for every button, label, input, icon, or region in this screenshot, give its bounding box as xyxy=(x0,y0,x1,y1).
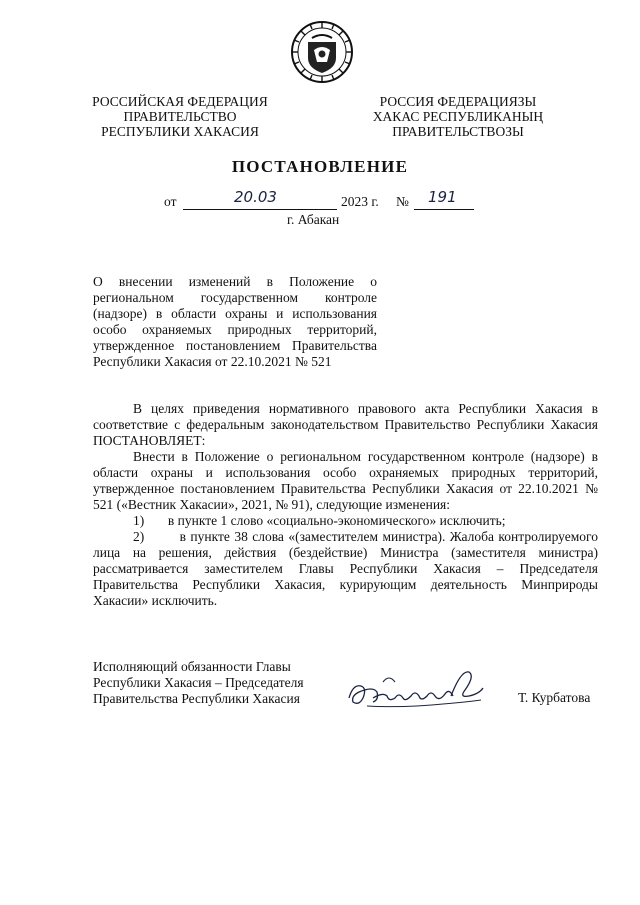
list-item-text: в пункте 1 слово «социально-экономического» исключить; xyxy=(167,513,506,528)
list-item xyxy=(93,529,598,609)
handwritten-number: 191 xyxy=(428,188,457,206)
header-left-line: РОССИЙСКАЯ ФЕДЕРАЦИЯ xyxy=(92,94,268,109)
list-item-number: 2) xyxy=(133,529,145,544)
date-underline xyxy=(183,209,337,210)
body-paragraph: Внести в Положение о региональном государственном контроле (надзоре) в области охраны и использования особо охраняемых природных территорий, утвержденное постановлением Правительства Республики Хакасия от 22.10.2021 № 521 («Вестник Хакасии», 2021, № 91), следующие изменения: xyxy=(93,449,598,512)
header-right-line: ХАКАС РЕСПУБЛИКАНЫҢ xyxy=(372,109,544,124)
date-from-label: от xyxy=(164,194,177,209)
place-label: г. Абакан xyxy=(287,212,340,227)
header-left-line: ПРАВИТЕЛЬСТВО xyxy=(123,109,237,124)
document-subject: О внесении изменений в Положение о региональном государственном контроле (надзоре) в области охраны и использования особо охраняемых природных территорий, утвержденное постановлением Правительства Республики Хакасия от 22.10.2021 № 521 xyxy=(93,274,377,369)
header-left xyxy=(86,94,274,139)
number-label: № xyxy=(396,194,409,209)
number-underline xyxy=(414,209,474,210)
list-item-number: 1) xyxy=(133,513,145,528)
header-left-line: РЕСПУБЛИКИ ХАКАСИЯ xyxy=(101,124,259,139)
signatory-position-line: Республики Хакасия – Председателя xyxy=(93,675,304,690)
header-right-line: ПРАВИТЕЛЬСТВОЗЫ xyxy=(392,124,524,139)
header-right xyxy=(360,94,556,139)
document-title: ПОСТАНОВЛЕНИЕ xyxy=(231,157,409,176)
handwritten-date: 20.03 xyxy=(234,188,277,206)
signatory-position xyxy=(93,659,304,707)
header-right-line: РОССИЯ ФЕДЕРАЦИЯЗЫ xyxy=(379,94,537,109)
emblem-seal xyxy=(290,20,354,84)
list-item xyxy=(93,513,598,529)
date-year-label: 2023 г. xyxy=(341,194,379,209)
document-body xyxy=(93,401,598,609)
signatory-name: Т. Курбатова xyxy=(518,690,591,705)
body-paragraph: В целях приведения нормативного правового акта Республики Хакасия в соответствие с федеральным законодательством Правительство Республики Хакасия ПОСТАНОВЛЯЕТ: xyxy=(93,401,598,448)
handwritten-signature xyxy=(343,662,493,714)
list-item-text: в пункте 38 слова «(заместителем министра). Жалоба контролируемого лица на решения, действия (бездействие) Министра (заместителя министра) рассматривается заместителем Главы Республики Хакасия – Председателя Правительства Республики Хакасия, курирующим деятельность Минприроды Хакасии» исключить. xyxy=(93,529,598,608)
signatory-position-line: Исполняющий обязанности Главы xyxy=(93,659,291,674)
signatory-position-line: Правительства Республики Хакасия xyxy=(93,691,300,706)
